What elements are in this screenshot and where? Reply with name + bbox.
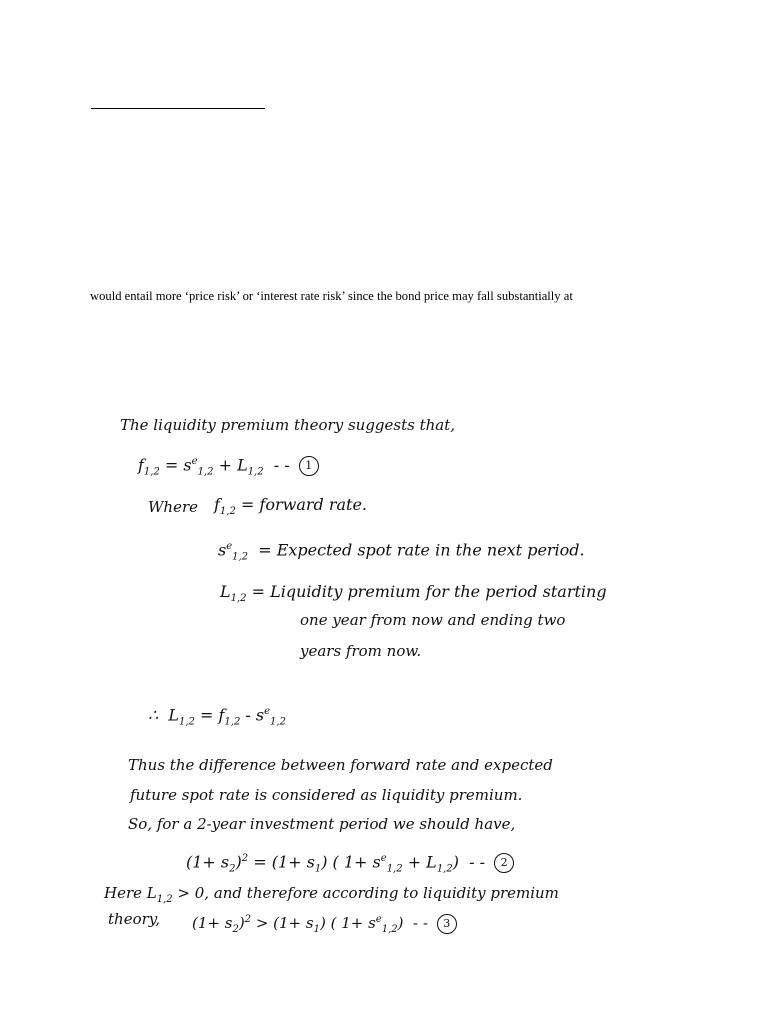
eqL-f: f [218, 705, 225, 725]
hw-equation-1 [138, 453, 319, 482]
eq3-left-sub: 2 [232, 924, 239, 935]
eqL-s-sub: 1,2 [270, 716, 286, 728]
def-s-text: = Expected spot rate in the next period. [258, 540, 585, 560]
eq1-plus: + [218, 455, 232, 475]
eq3-gt: > (1+ s [255, 914, 314, 932]
eq2-close: ) [452, 852, 459, 872]
eqL-L-sub: 1,2 [178, 716, 195, 728]
eq2-left: (1+ s [186, 852, 230, 872]
footnote-rule [91, 108, 265, 109]
eq3-left: (1+ s [192, 914, 233, 932]
def-f-sub: 1,2 [219, 506, 236, 518]
eq3-s-sub: 1,2 [381, 924, 398, 935]
eq2-circled-number: 2 [494, 853, 514, 873]
hw-equation-L [148, 703, 286, 732]
hw-def-L-line2: one year from now and ending two [300, 611, 566, 629]
eq2-mid-sub: 1 [314, 863, 322, 875]
def-s-sup: e [226, 541, 233, 552]
eqL-s: s [255, 705, 265, 725]
def-L-text1: = Liquidity premium for the period starting [251, 582, 607, 601]
eq1-f: f [138, 455, 144, 475]
eq3-dash: - - [413, 914, 428, 932]
eq2-L-sub: 1,2 [436, 863, 453, 875]
printed-text-line: would entail more ‘price risk’ or ‘interest rate risk’ since the bond price may fall substantially at [90, 289, 573, 303]
def-f-text: = forward rate. [240, 495, 367, 514]
hw-paragraph-line2: future spot rate is considered as liquidity premium. [130, 786, 523, 804]
hw-def-expected-spot [218, 538, 585, 567]
hw-def-liquidity-premium [220, 583, 607, 608]
eq2-mid: = (1+ s [253, 852, 315, 872]
eq2-s-sub: 1,2 [386, 863, 403, 875]
eq2-mid2: ) ( 1+ s [321, 852, 381, 872]
hw-where-label: Where [148, 498, 199, 516]
eq1-L-sub: 1,2 [247, 466, 264, 478]
eq2-left-sup: 2 [241, 853, 249, 864]
eq3-mid2: ) ( 1+ s [319, 914, 376, 932]
def-L-sub: 1,2 [230, 593, 247, 605]
eq2-left-close: ) [235, 852, 242, 872]
eq2-dash: - - [469, 852, 486, 872]
hw-def-forward-rate [214, 496, 367, 521]
eqL-L: L [168, 705, 179, 725]
eq3-left-sup: 2 [244, 914, 252, 925]
eq1-dash: - - [273, 455, 290, 475]
def-s-sub: 1,2 [232, 551, 249, 563]
hw-paragraph-line3: So, for a 2-year investment period we should have, [128, 815, 516, 833]
eq1-L: L [237, 455, 248, 475]
here-text: Here L [104, 884, 157, 902]
hw-paragraph-line1: Thus the difference between forward rate and expected [128, 756, 553, 774]
eq3-s-sup: e [375, 914, 382, 925]
eq1-equals: = [164, 455, 179, 475]
eqL-s-sup: e [264, 706, 271, 717]
hw-equation-2 [186, 850, 514, 879]
def-f-sym: f [214, 495, 220, 514]
eq3-left-close: ) [238, 914, 245, 932]
here-sub: 1,2 [156, 894, 173, 905]
def-L-sym: L [220, 582, 231, 601]
eq2-left-sub: 2 [229, 863, 236, 875]
eq1-f-sub: 1,2 [143, 466, 160, 478]
eq2-plus-L: + L [407, 852, 437, 872]
eq1-s: s [183, 455, 192, 475]
eq3-circled-number: 3 [437, 914, 457, 934]
eq1-s-sup: e [191, 456, 198, 467]
eq3-mid-sub: 1 [313, 924, 320, 935]
hw-def-L-line3: years from now. [300, 642, 422, 660]
eqL-equals: = [199, 705, 214, 725]
eqL-f-sub: 1,2 [224, 716, 241, 728]
here-rest: > 0, and therefore according to liquidity premium [172, 884, 559, 902]
hw-here-line [104, 884, 559, 909]
eqL-minus: - [245, 705, 251, 725]
hw-intro-line: The liquidity premium theory suggests that, [120, 416, 456, 434]
therefore-symbol: ∴ [148, 705, 159, 725]
hw-theory-word: theory, [108, 910, 161, 928]
def-s-sym: s [218, 540, 227, 560]
eq1-s-sub: 1,2 [197, 466, 214, 478]
hw-equation-3 [192, 911, 457, 939]
eq2-s-sup: e [380, 853, 387, 864]
eq3-close: ) [397, 914, 404, 932]
eq1-circled-number: 1 [299, 456, 319, 476]
